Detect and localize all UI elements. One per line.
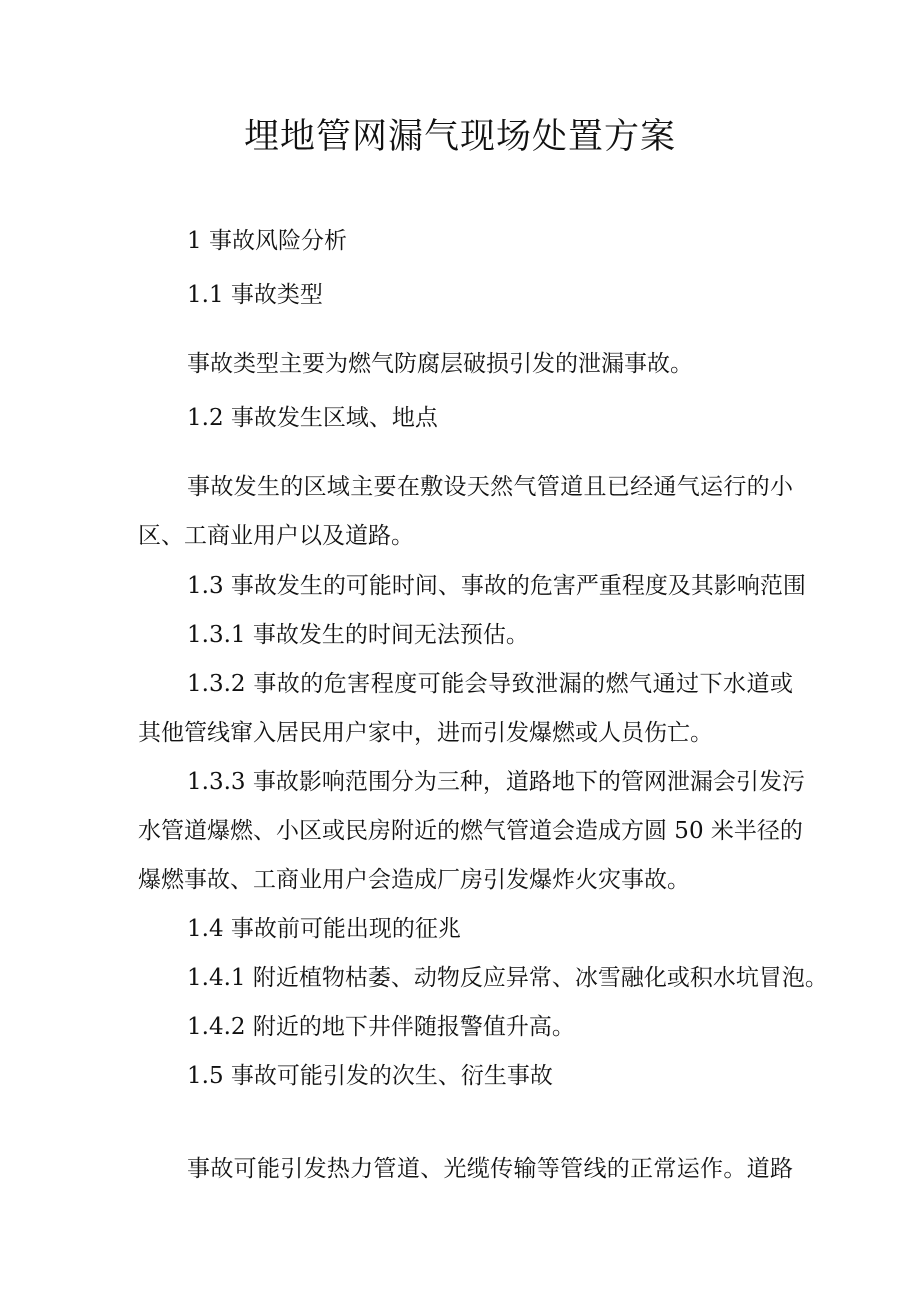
paragraph-line: 事故类型主要为燃气防腐层破损引发的泄漏事故。 [187, 351, 693, 377]
subsection-heading: 1.5 事故可能引发的次生、衍生事故 [187, 1063, 553, 1089]
paragraph-line: 区、工商业用户以及道路。 [138, 523, 414, 549]
paragraph-line: 1.4.2 附近的地下井伴随报警值升高。 [187, 1014, 575, 1040]
paragraph-line: 1.3.1 事故发生的时间无法预估。 [187, 622, 529, 648]
paragraph-line: 事故发生的区域主要在敷设天然气管道且已经通气运行的小 [187, 474, 793, 500]
paragraph-line: 1.3.2 事故的危害程度可能会导致泄漏的燃气通过下水道或 [187, 671, 793, 697]
document-title: 埋地管网漏气现场处置方案 [243, 117, 676, 157]
paragraph-line: 事故可能引发热力管道、光缆传输等管线的正常运作。道路 [187, 1156, 793, 1182]
section-heading: 1 事故风险分析 [187, 228, 347, 254]
subsection-heading: 1.2 事故发生区域、地点 [187, 405, 438, 431]
paragraph-line: 爆燃事故、工商业用户会造成厂房引发爆炸火灾事故。 [138, 867, 690, 893]
subsection-heading: 1.4 事故前可能出现的征兆 [187, 916, 461, 942]
paragraph-line: 1.3.3 事故影响范围分为三种，道路地下的管网泄漏会引发污 [187, 769, 805, 795]
subsection-heading: 1.1 事故类型 [187, 282, 323, 308]
paragraph-line: 其他管线窜入居民用户家中，进而引发爆燃或人员伤亡。 [138, 720, 713, 746]
subsection-heading: 1.3 事故发生的可能时间、事故的危害严重程度及其影响范围 [187, 573, 806, 599]
paragraph-line: 水管道爆燃、小区或民房附近的燃气管道会造成方圆 50 米半径的 [138, 818, 803, 844]
paragraph-line: 1.4.1 附近植物枯萎、动物反应异常、冰雪融化或积水坑冒泡。 [187, 965, 828, 991]
